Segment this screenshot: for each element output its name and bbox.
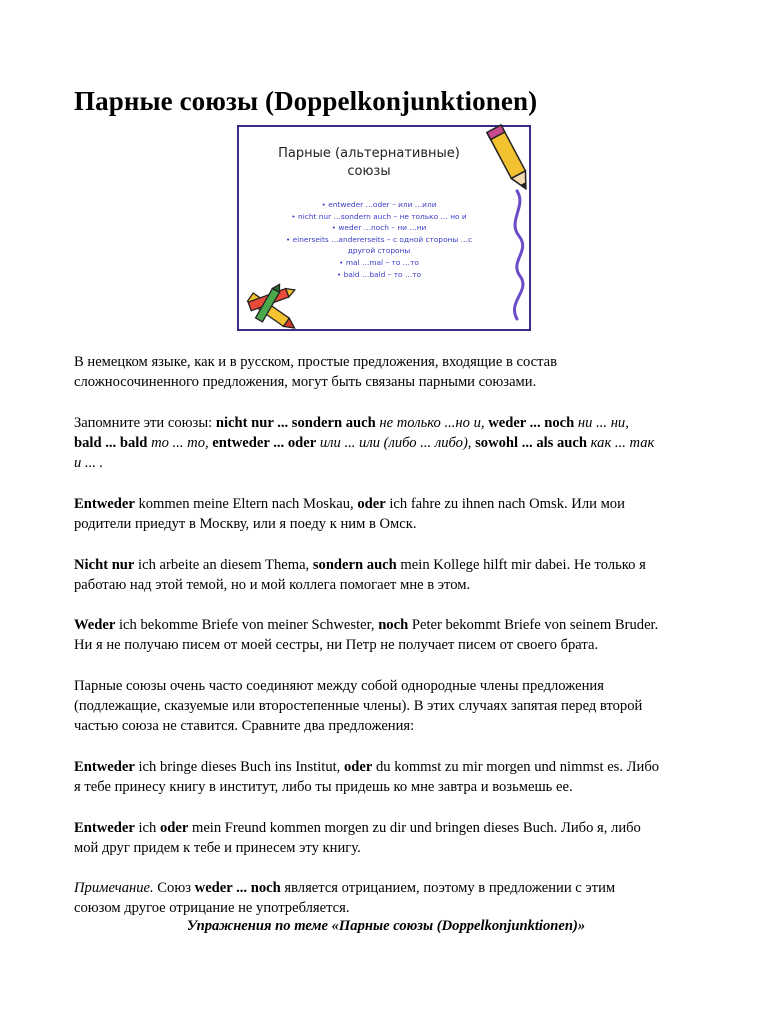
paragraph-example4-line1: Entweder ich bringe dieses Buch ins Institut, oder du kommst zu mir morgen und nimmst es. Либо [74,759,660,775]
paragraph-remember-line2: bald ... bald то ... то, entweder ... oder или ... или (либо ... либо), sowohl ... als auch как ... так [74,435,655,451]
paragraph-example5-line1: Entweder ich oder mein Freund kommen morgen zu dir und bringen dieses Buch. Либо я, либо [74,820,641,836]
list-item: • entweder …oder – или …или [259,199,499,211]
paragraph-example3-line2: Ни я не получаю писем от моей сестры, ни Петр не получает писем от своего брата. [74,637,599,653]
paragraph-homogeneous-line3: частью союза не ставится. Сравните два предложения: [74,718,415,734]
paragraph-intro-line1: В немецком языке, как и в русском, простые предложения, входящие в состав [74,354,558,370]
paragraph-intro-line2: сложносочиненного предложения, могут быть связаны парными союзами. [74,374,537,390]
illustration-card [237,121,533,333]
paragraph-example2-line2: работаю над этой темой, но и мой коллега помогает мне в этом. [74,577,471,593]
paragraph-example5-line2: мой друг придем к тебе и принесем эту книгу. [74,840,361,856]
wavy-line-icon [515,191,523,319]
page-title: Парные союзы (Doppelkonjunktionen) [74,86,538,116]
exercises-heading: Упражнения по теме «Парные союзы (Doppelkonjunktionen)» [186,918,586,934]
paragraph-remember-line1: Запомните эти союзы: nicht nur ... sondern auch не только ...но и, weder ... noch ни ... ни, [74,415,629,431]
paragraph-note-line2: союзом другое отрицание не употребляется. [74,900,350,916]
paragraph-homogeneous-line2: (подлежащие, сказуемые или второстепенные члены). В этих случаях запятая перед второй [74,698,643,714]
list-item: • bald …bald – то …то [259,269,499,281]
list-item: • einerseits …andererseits – с одной стороны …с [259,234,499,246]
list-item: другой стороны [347,246,411,256]
paragraph-remember-line3: и ... . [74,455,104,471]
paragraph-note-line1: Примечание. Союз weder ... noch является отрицанием, поэтому в предложении с этим [74,880,616,896]
list-item: • mal …mal – то …то [259,257,499,269]
illustration-heading-line2: союзы [347,164,391,179]
paragraph-example1-line2: родители приедут в Москву, или я поеду к ним в Омск. [74,516,417,532]
pencil-icon [487,125,533,193]
illustration-heading-line1: Парные (альтернативные) [278,146,460,161]
paragraph-example2-line1: Nicht nur ich arbeite an diesem Thema, sondern auch mein Kollege hilft mir dabei. Не только я [74,557,646,573]
list-item: • nicht nur …sondern auch – не только … но и [259,211,499,223]
paragraph-example1-line1: Entweder kommen meine Eltern nach Moskau, oder ich fahre zu ihnen nach Omsk. Или мои [74,496,625,512]
crayons-icon [247,282,297,332]
paragraph-example4-line2: я тебе принесу книгу в институт, либо ты придешь ко мне завтра и возьмешь ее. [74,779,573,795]
list-item: • weder …noch – ни …ни [259,222,499,234]
paragraph-example3-line1: Weder ich bekomme Briefe von meiner Schwester, noch Peter bekommt Briefe von seinem Bruder. [74,617,659,633]
paragraph-homogeneous-line1: Парные союзы очень часто соединяют между собой однородные члены предложения [74,678,604,694]
